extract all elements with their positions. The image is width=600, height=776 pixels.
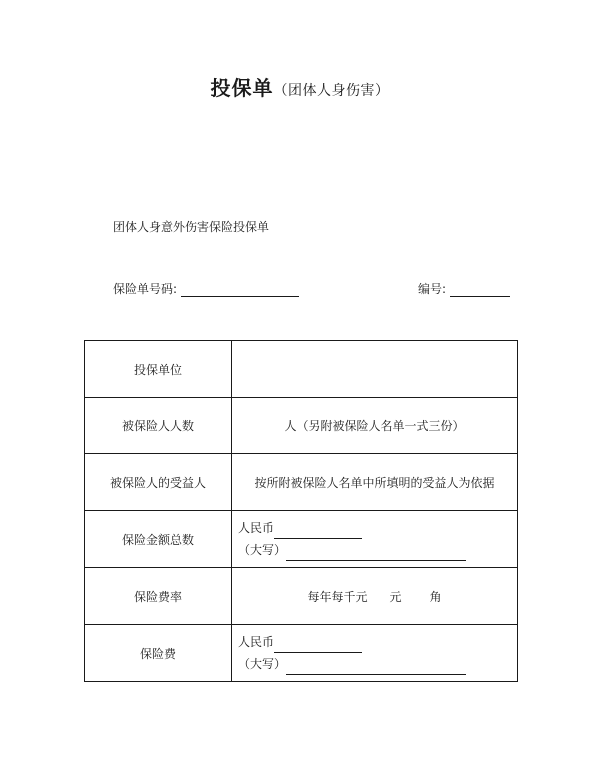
form-subtitle: 团体人身意外伤害保险投保单 bbox=[113, 220, 270, 234]
amount-rmb-line bbox=[238, 517, 517, 539]
capital-label: （大写） bbox=[238, 657, 287, 671]
table-row bbox=[85, 625, 518, 682]
page-title bbox=[0, 72, 600, 101]
amount-block bbox=[232, 631, 517, 675]
rate-text: 每年每千元 bbox=[307, 589, 368, 604]
total-sum-insured-value bbox=[232, 511, 518, 568]
title-main: 投保单 bbox=[210, 76, 274, 100]
table-row bbox=[85, 341, 518, 398]
rate-row bbox=[232, 588, 517, 605]
table-row bbox=[85, 511, 518, 568]
jiao-unit: 角 bbox=[429, 589, 442, 604]
rmb-label: 人民币 bbox=[238, 635, 275, 649]
premium-label: 保险费 bbox=[85, 625, 232, 682]
beneficiary-label: 被保险人的受益人 bbox=[85, 454, 232, 511]
total-sum-insured-label: 保险金额总数 bbox=[85, 511, 232, 568]
application-form-table bbox=[84, 340, 518, 682]
amount-rmb-line bbox=[238, 631, 517, 653]
amount-capital-line bbox=[238, 539, 517, 561]
premium-rate-value bbox=[232, 568, 518, 625]
premium-value bbox=[232, 625, 518, 682]
amount-capital-line bbox=[238, 653, 517, 675]
table-row bbox=[85, 454, 518, 511]
table-row bbox=[85, 568, 518, 625]
amount-block bbox=[232, 517, 517, 561]
yuan-unit: 元 bbox=[389, 589, 402, 604]
premium-rate-label: 保险费率 bbox=[85, 568, 232, 625]
rmb-label: 人民币 bbox=[238, 521, 275, 535]
sum-insured-capital-blank[interactable] bbox=[286, 547, 466, 561]
beneficiary-value: 按所附被保险人名单中所填明的受益人为依据 bbox=[232, 454, 518, 511]
sum-insured-rmb-blank[interactable] bbox=[274, 525, 362, 539]
capital-label: （大写） bbox=[238, 543, 287, 557]
serial-number-blank[interactable] bbox=[450, 283, 510, 297]
table-row bbox=[85, 398, 518, 454]
premium-rmb-blank[interactable] bbox=[274, 639, 362, 653]
policy-number-field bbox=[113, 280, 299, 297]
insured-count-label: 被保险人人数 bbox=[85, 398, 232, 454]
applicant-unit-label: 投保单位 bbox=[85, 341, 232, 398]
insured-count-value[interactable]: 人（另附被保险人名单一式三份） bbox=[232, 398, 518, 454]
serial-number-field bbox=[418, 280, 510, 297]
policy-number-label: 保险单号码: bbox=[113, 282, 178, 296]
premium-capital-blank[interactable] bbox=[286, 661, 466, 675]
policy-number-blank[interactable] bbox=[181, 283, 299, 297]
applicant-unit-value[interactable] bbox=[232, 341, 518, 398]
serial-number-label: 编号: bbox=[418, 282, 447, 296]
title-sub: （团体人身伤害） bbox=[273, 83, 390, 99]
